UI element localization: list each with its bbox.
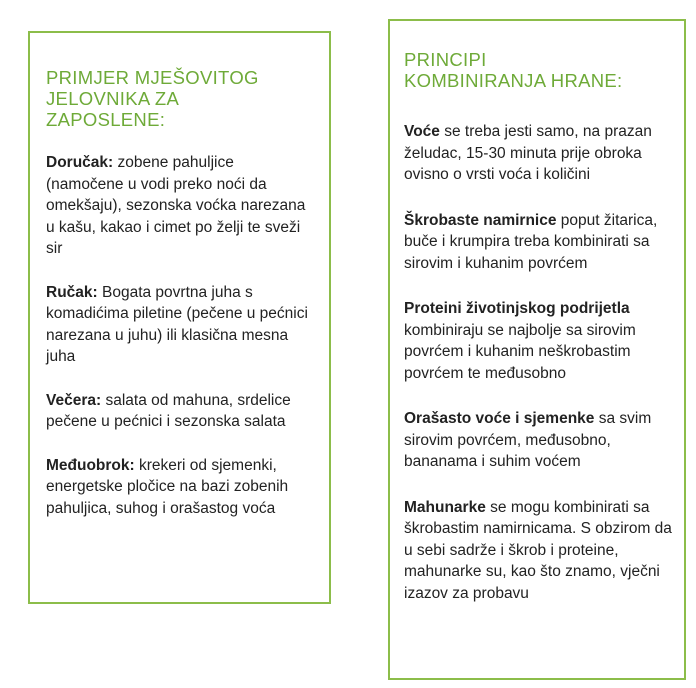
title-line: KOMBINIRANJA HRANE: bbox=[404, 70, 623, 91]
principle-term: Škrobaste namirnice bbox=[404, 211, 557, 229]
title-line: PRIMJER MJEŠOVITOG bbox=[46, 67, 259, 88]
title-line: ZAPOSLENE: bbox=[46, 109, 166, 130]
principle-nuts-seeds bbox=[404, 408, 674, 473]
principle-term: Voće bbox=[404, 123, 440, 140]
food-combining-title bbox=[404, 49, 674, 91]
title-line: PRINCIPI bbox=[404, 49, 487, 70]
principle-term: Orašasto voće i sjemenke bbox=[404, 410, 595, 427]
principle-fruit bbox=[404, 121, 674, 186]
menu-item-text: Bogata povrtna juha s komadićima piletine (pečene u pećnici narezana u juhu) ili klasična mesna juha bbox=[46, 283, 308, 365]
menu-item-term: Međuobrok: bbox=[46, 456, 135, 474]
principle-term: Mahunarke bbox=[404, 498, 486, 516]
menu-item-text: krekeri od sjemenki, energetske pločice na bazi zobenih pahuljica, suhog i orašastog voća bbox=[46, 456, 289, 517]
menu-item-snack bbox=[46, 455, 315, 520]
principle-text: kombiniraju se najbolje sa sirovim povrćem i kuhanim neškrobastim povrćem te međusobno bbox=[404, 321, 636, 382]
principle-legumes bbox=[404, 497, 674, 605]
principle-text: poput žitarica, buče i krumpira treba kombinirati sa sirovim i kuhanim povrćem bbox=[404, 211, 658, 272]
principle-text: sa svim sirovim povrćem, međusobno, bananama i suhim voćem bbox=[404, 410, 652, 470]
menu-item-breakfast bbox=[46, 152, 315, 260]
title-line: JELOVNIKA ZA bbox=[46, 88, 180, 109]
menu-item-lunch bbox=[46, 282, 315, 368]
mixed-menu-title bbox=[46, 67, 315, 130]
menu-item-dinner bbox=[46, 390, 315, 433]
principle-starches bbox=[404, 210, 674, 275]
menu-item-text: zobene pahuljice (namočene u vodi preko noći da omekšaju), sezonska voćka narezana u kašu, kakao i cimet po želji te sveži sir bbox=[46, 154, 306, 257]
principle-animal-proteins bbox=[404, 298, 674, 384]
menu-item-term: Ručak: bbox=[46, 283, 98, 301]
menu-item-term: Večera: bbox=[46, 391, 102, 409]
mixed-menu-box bbox=[28, 31, 331, 604]
principle-term: Proteini životinjskog podrijetla bbox=[404, 300, 630, 317]
principle-text: se treba jesti samo, na prazan želudac, 15-30 minuta prije obroka ovisno o vrsti voća i količini bbox=[404, 123, 652, 183]
menu-item-text: salata od mahuna, srdelice pečene u pećnici i sezonska salata bbox=[46, 391, 291, 430]
food-combining-box bbox=[388, 19, 686, 680]
principle-text: se mogu kombinirati sa škrobastim namirnicama. S obzirom da u sebi sadrže i škrob i proteine, mahunarke su, kao što znamo, vječni izazov za probavu bbox=[404, 498, 672, 602]
menu-item-term: Doručak: bbox=[46, 154, 114, 171]
